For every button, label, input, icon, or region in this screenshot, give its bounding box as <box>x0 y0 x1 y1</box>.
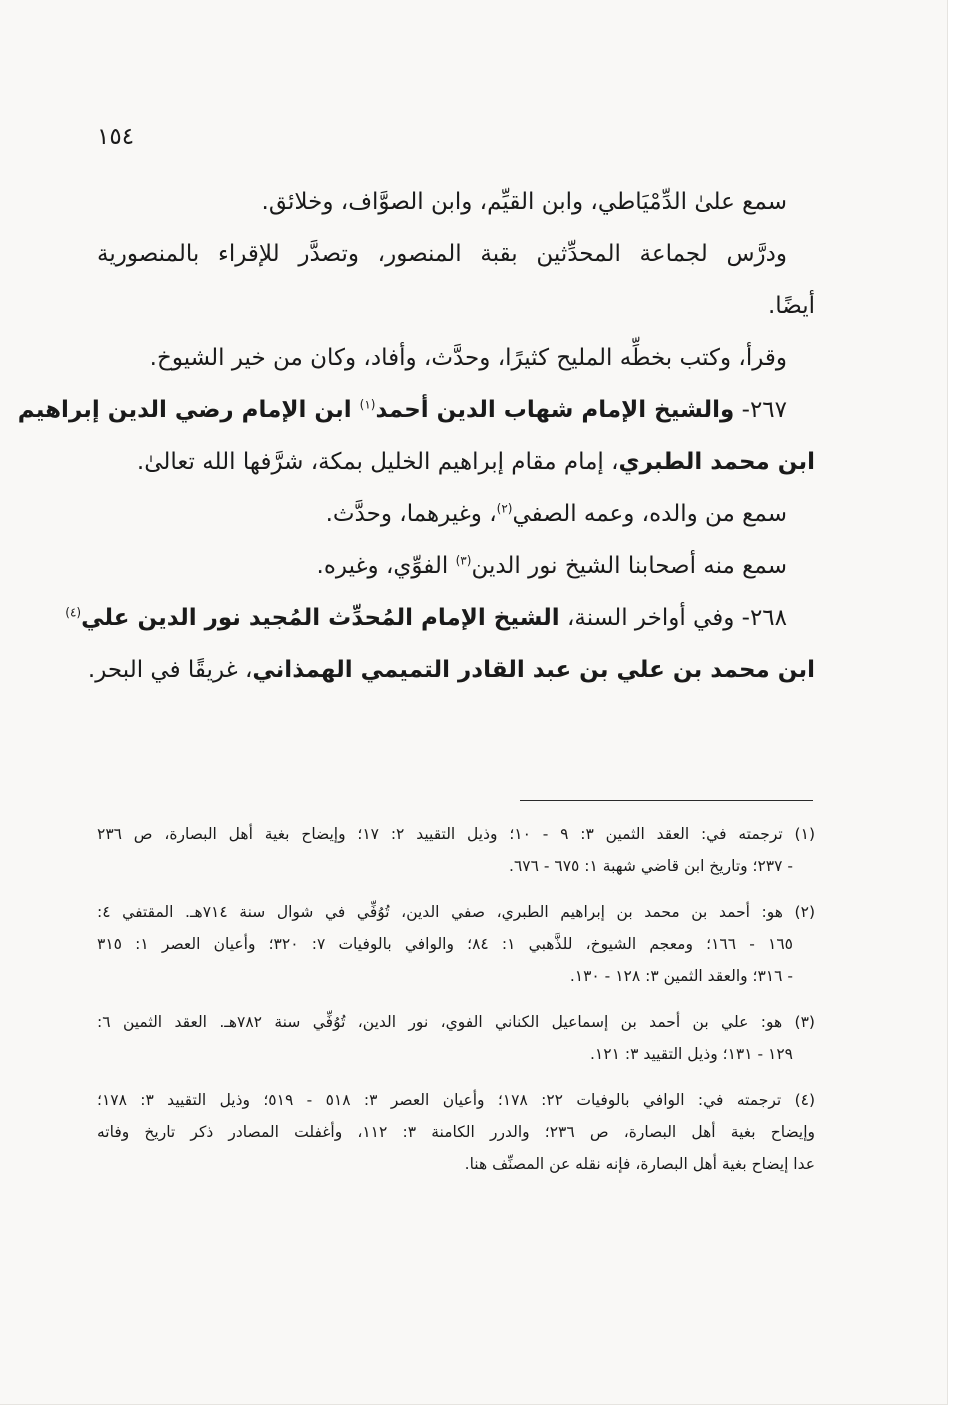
footnote-line: (١) ترجمته في: العقد الثمين ٣: ٩ - ١٠؛ وذيل التقييد ٢: ١٧؛ وإيضاح بغية أهل البصارة، ص ٢٣٦ <box>97 825 815 843</box>
footnote-line: (٤) ترجمته في: الوافي بالوفيات ٢٢: ١٧٨؛ وأعيان العصر ٣: ٥١٨ - ٥١٩؛ وذيل التقييد ٣: ١٧٨؛ <box>97 1091 816 1109</box>
footnote-line: (٢) هو: أحمد بن محمد بن إبراهيم الطبري، صفي الدين، تُوُفِّي في شوال سنة ٧١٤هـ. المقتفي ٤: <box>97 903 815 921</box>
entry-text: ، إمام مقام إبراهيم الخليل بمكة، شرَّفها الله تعالىٰ. <box>136 449 619 475</box>
entry-name: الشيخ الإمام المُحدِّث المُجيد نور الدين علي <box>81 605 560 631</box>
footnote-line: - ٣١٦؛ والعقد الثمين ٣: ١٢٨ - ١٣٠. <box>569 967 793 985</box>
text-line: ودرَّس لجماعة المحدِّثين بقبة المنصور، وتصدَّر للإقراء بالمنصورية <box>97 241 787 267</box>
entry-number: ٢٦٧- <box>734 397 787 423</box>
text-line <box>97 488 815 540</box>
footnote-line: وإيضاح بغية أهل البصارة، ص ٢٣٦؛ والدرر الكامنة ٣: ١١٢، وأغفلت المصادر ذكر تاريخ وفاته <box>97 1123 815 1141</box>
main-text <box>17 176 815 696</box>
footnote-separator <box>520 800 813 801</box>
footnote-2 <box>97 896 815 992</box>
entry-267-line1 <box>17 384 815 436</box>
footnote-line: - ٢٣٧؛ وتاريخ ابن قاضي شهبة ١: ٦٧٥ - ٦٧٦. <box>509 857 793 875</box>
text-line: أيضًا. <box>767 293 815 319</box>
text-span: الفوِّي، وغيره. <box>316 553 456 579</box>
entry-268-line2 <box>87 644 815 696</box>
entry-text: ، غريقًا في البحر. <box>87 657 253 683</box>
entry-number: ٢٦٨- <box>734 605 787 631</box>
footnote-line: (٣) هو: علي بن أحمد بن إسماعيل الكناني الفوي، نور الدين، تُوُفِّي سنة ٧٨٢هـ. العقد الثمين ٦: <box>97 1013 815 1031</box>
text-line: وقرأ، وكتب بخطِّه المليح كثيرًا، وحدَّث، وأفاد، وكان من خير الشيوخ. <box>149 345 787 371</box>
text-line <box>97 540 815 592</box>
entry-name: ابن محمد بن علي بن عبد القادر التميمي الهمذاني <box>252 657 815 683</box>
entry-text: وفي أواخر السنة، <box>559 605 735 631</box>
footnote-4 <box>97 1084 815 1180</box>
footnote-ref: (٣) <box>455 553 472 568</box>
text-line: سمع علىٰ الدِّمْيَاطي، وابن القيِّم، وابن الصوَّاف، وخلائق. <box>261 189 787 215</box>
text-span: سمع من والده، وعمه الصفي <box>512 501 787 527</box>
footnote-ref: (٢) <box>496 501 513 516</box>
footnote-1 <box>97 818 815 882</box>
footnote-line: عدا إيضاح بغية أهل البصارة، فإنه نقله عن المصنِّف هنا. <box>464 1155 815 1173</box>
footnote-line: ١٦٥ - ١٦٦؛ ومعجم الشيوخ، للذَّهبي ١: ٨٤؛ والوافي بالوفيات ٧: ٣٢٠؛ وأعيان العصر ١: ٣١٥ <box>97 935 794 953</box>
footnotes <box>97 818 815 1194</box>
page-number: ١٥٤ <box>97 124 135 150</box>
text-span: سمع منه أصحابنا الشيخ نور الدين <box>471 553 787 579</box>
footnote-ref: (٤) <box>65 605 82 620</box>
footnote-line: ١٢٩ - ١٣١؛ وذيل التقييد ٣: ١٢١. <box>589 1045 793 1063</box>
text-span: ، وغيرهما، وحدَّث. <box>325 501 497 527</box>
entry-name: ابن الإمام رضي الدين إبراهيم <box>17 397 360 423</box>
entry-name: ابن محمد الطبري <box>618 449 815 475</box>
entry-268-line1 <box>65 592 815 644</box>
footnote-3 <box>97 1006 815 1070</box>
entry-267-line2 <box>97 436 815 488</box>
footnote-ref: (١) <box>359 397 376 412</box>
entry-name: والشيخ الإمام شهاب الدين أحمد <box>375 397 735 423</box>
